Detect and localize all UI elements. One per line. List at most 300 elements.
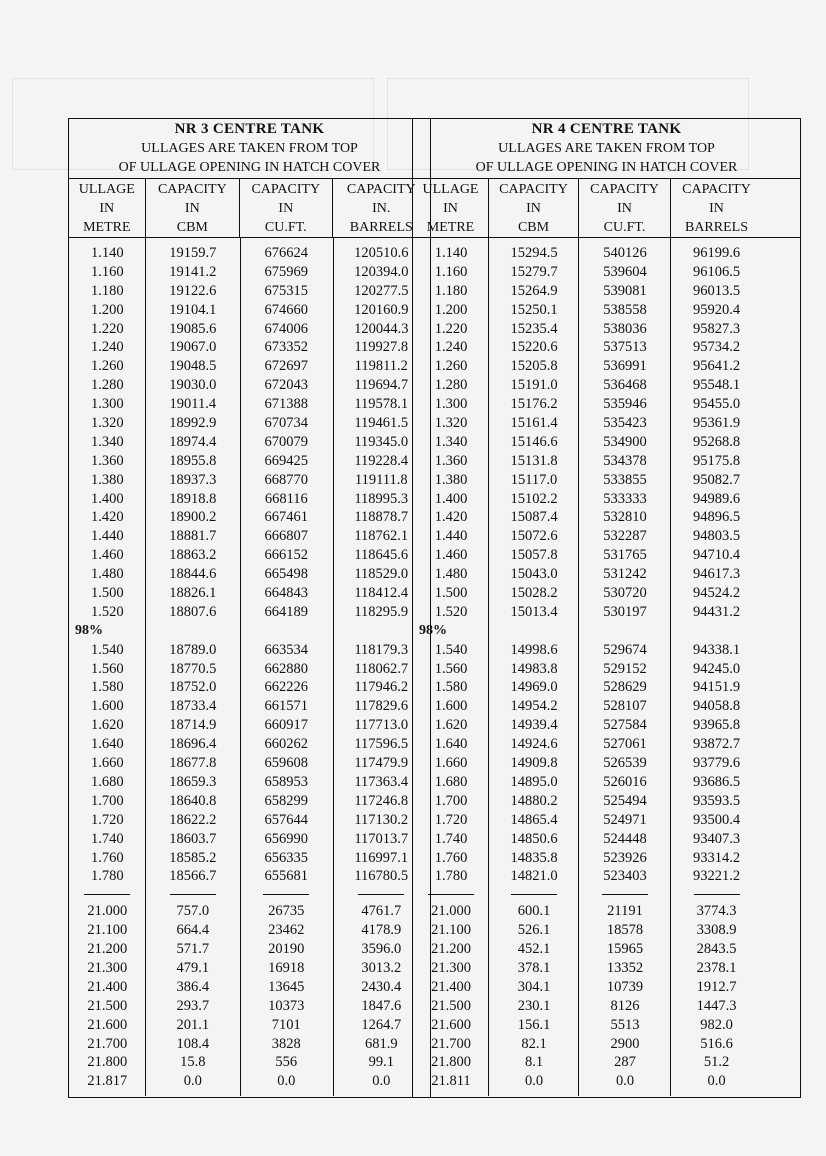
cell-ullage-metre: 1.140 [434,245,468,261]
table-row [69,997,430,1016]
table-row [69,849,430,868]
cell-capacity-barrels: 96199.6 [692,245,741,261]
table-rows [413,238,800,1091]
cell-capacity-cuft: 537513 [603,339,647,356]
cell-capacity-barrels: 117363.4 [354,773,409,790]
cell-capacity-cuft: 673352 [264,339,309,356]
cell-capacity-barrels: 99.1 [368,1054,394,1071]
cell-capacity-cbm: 18881.7 [169,528,217,545]
cell-capacity-cuft: 530197 [603,603,647,620]
cell-ullage-metre: 1.660 [90,755,124,772]
table-row [69,414,430,433]
cell-capacity-barrels: 93593.5 [692,792,741,809]
cell-ullage-metre: 21.817 [87,1073,128,1090]
table-row [69,357,430,376]
cell-capacity-cbm: 15191.0 [510,377,558,394]
table-row [413,811,800,830]
column-divider [145,238,146,1096]
cell-capacity-cbm: 14924.6 [510,736,558,753]
cell-capacity-barrels: 94058.8 [692,698,741,715]
cell-capacity-cuft: 527584 [603,717,647,734]
fill-percent-marker: 98% [419,622,447,638]
cell-capacity-cuft: 539604 [603,263,647,280]
cell-ullage-metre: 1.580 [90,679,124,696]
cell-capacity-cuft: 660917 [264,717,309,734]
cell-capacity-cbm: 82.1 [521,1035,547,1052]
cell-capacity-barrels: 94896.5 [692,509,741,526]
cell-capacity-cbm: 15117.0 [510,471,558,488]
cell-ullage-metre: 21.600 [87,1016,128,1033]
cell-ullage-metre: 1.720 [434,811,468,828]
cell-capacity-cuft: 20190 [268,941,305,958]
cell-capacity-cuft: 13352 [606,959,644,976]
table-row [69,376,430,395]
cell-capacity-barrels: 94338.1 [692,641,741,658]
cell-capacity-cuft: 675969 [264,263,309,280]
cell-capacity-cbm: 0.0 [524,1073,544,1090]
cell-capacity-cbm: 19122.6 [169,282,217,299]
cell-capacity-barrels: 681.9 [364,1035,398,1052]
cell-ullage-metre: 1.340 [434,433,468,450]
nr4-centre-tank-table [412,118,801,1098]
cell-capacity-barrels: 93965.8 [692,717,741,734]
table-row [413,527,800,546]
cell-capacity-barrels: 95082.7 [692,471,741,488]
cell-capacity-barrels: 94245.0 [692,660,741,677]
cell-ullage-metre: 21.000 [87,903,128,920]
cell-capacity-cuft: 15965 [606,941,644,958]
cell-ullage-metre: 21.500 [87,997,128,1014]
cell-ullage-metre: 1.240 [90,339,124,356]
cell-ullage-metre: 1.360 [90,452,124,469]
cell-capacity-cuft: 667461 [264,509,309,526]
table-row [413,641,800,660]
cell-capacity-cbm: 18789.0 [169,641,217,658]
column-divider [333,238,334,1096]
cell-ullage-metre: 1.260 [434,358,468,375]
cell-capacity-cbm: 18752.0 [169,679,217,696]
table-row [413,940,800,959]
cell-capacity-cbm: 293.7 [176,997,210,1014]
table-row [69,735,430,754]
table-row [69,754,430,773]
cell-ullage-metre: 1.380 [434,471,468,488]
cell-ullage-metre: 1.220 [90,320,124,337]
cell-capacity-cbm: 15205.8 [510,358,558,375]
cell-ullage-metre: 1.640 [90,736,124,753]
table-row [413,735,800,754]
cell-capacity-cbm: 18900.2 [169,509,217,526]
cell-ullage-metre: 1.680 [434,773,468,790]
cell-ullage-metre: 1.440 [90,528,124,545]
table-row [69,584,430,603]
header-line: CU.FT. [603,220,646,235]
cell-capacity-cbm: 15072.6 [510,528,558,545]
cell-capacity-cuft: 674006 [264,320,309,337]
cell-capacity-cbm: 18826.1 [169,585,217,602]
cell-capacity-cbm: 15294.5 [510,245,558,261]
cell-capacity-cbm: 18603.7 [169,830,217,847]
cell-capacity-cuft: 676624 [264,245,309,261]
cell-capacity-cuft: 668116 [264,490,308,507]
cell-capacity-cuft: 666807 [264,528,309,545]
cell-capacity-cuft: 0.0 [277,1073,296,1090]
cell-ullage-metre: 1.200 [434,301,468,318]
table-row [69,830,430,849]
cell-capacity-cbm: 14835.8 [510,849,558,866]
cell-capacity-barrels: 3596.0 [361,941,402,958]
cell-ullage-metre: 21.600 [431,1016,471,1033]
cell-capacity-cbm: 15013.4 [510,603,558,620]
table-row [413,414,800,433]
table-row [413,301,800,320]
cell-capacity-cbm: 15220.6 [510,339,558,356]
table-row [69,527,430,546]
cell-capacity-cbm: 15264.9 [510,282,558,299]
table-row [69,244,430,263]
table-row [413,1016,800,1035]
cell-capacity-cuft: 672697 [264,358,309,375]
table-row [413,584,800,603]
cell-capacity-barrels: 4761.7 [361,903,402,920]
table-row [69,338,430,357]
table-row [69,716,430,735]
cell-capacity-cbm: 14909.8 [510,755,558,772]
header-line: CAPACITY [251,182,321,197]
cell-capacity-cbm: 19067.0 [169,339,217,356]
cell-ullage-metre: 1.260 [90,358,124,375]
cell-capacity-barrels: 120277.5 [354,282,409,299]
table-row [69,867,430,886]
cell-capacity-cbm: 108.4 [176,1035,210,1052]
cell-capacity-cbm: 15250.1 [510,301,558,318]
cell-capacity-barrels: 3308.9 [696,922,737,939]
header-line: IN [526,201,541,216]
cell-capacity-barrels: 93500.4 [692,811,741,828]
cell-capacity-cuft: 668770 [264,471,309,488]
cell-capacity-cuft: 524448 [603,830,647,847]
table-body [413,237,800,1096]
cell-capacity-cbm: 15102.2 [510,490,558,507]
cell-capacity-barrels: 95268.8 [692,433,741,450]
cell-ullage-metre: 1.740 [90,830,124,847]
cell-ullage-metre: 1.460 [90,547,124,564]
cell-ullage-metre: 21.700 [431,1035,471,1052]
cell-capacity-barrels: 117130.2 [354,811,409,828]
cell-capacity-cuft: 670079 [264,433,309,450]
table-row [69,471,430,490]
cell-capacity-cuft: 658953 [264,773,309,790]
cell-capacity-barrels: 2378.1 [696,959,737,976]
cell-ullage-metre: 21.700 [87,1035,128,1052]
cell-capacity-barrels: 982.0 [700,1016,733,1033]
cell-capacity-cuft: 657644 [264,811,309,828]
cell-capacity-barrels: 94989.6 [692,490,741,507]
cell-capacity-cbm: 18992.9 [169,415,217,432]
header-line: IN [184,201,200,216]
cell-ullage-metre: 1.200 [90,301,124,318]
cell-capacity-cuft: 526016 [603,773,647,790]
cell-capacity-cuft: 18578 [606,922,644,939]
cell-capacity-barrels: 2843.5 [696,941,737,958]
cell-ullage-metre: 21.200 [87,941,128,958]
table-row [413,546,800,565]
table-body [69,237,430,1096]
table-row [69,921,430,940]
table-title: NR 4 CENTRE TANK [531,121,682,137]
cell-capacity-barrels: 94431.2 [692,603,741,620]
column-divider [488,238,489,1096]
table-row [413,490,800,509]
table-row [413,660,800,679]
cell-ullage-metre: 1.460 [434,547,468,564]
table-row [69,1072,430,1091]
cell-capacity-cuft: 2900 [610,1035,640,1052]
cell-capacity-cbm: 664.4 [176,922,210,939]
cell-capacity-barrels: 119345.0 [354,433,409,450]
cell-capacity-cuft: 26735 [268,903,305,920]
cell-capacity-cuft: 10373 [268,997,305,1014]
table-row [413,716,800,735]
cell-capacity-cbm: 15235.4 [510,320,558,337]
header-line: IN [709,201,724,216]
cell-ullage-metre: 21.400 [87,978,128,995]
cell-ullage-metre: 1.400 [434,490,468,507]
cell-capacity-cbm: 14939.4 [510,717,558,734]
header-line: CAPACITY [499,182,568,197]
table-row [69,660,430,679]
cell-capacity-barrels: 1912.7 [696,978,737,995]
cell-capacity-cuft: 530720 [603,585,647,602]
cell-capacity-cbm: 15146.6 [510,433,558,450]
table-row [413,754,800,773]
cell-capacity-cuft: 535946 [603,396,647,413]
cell-capacity-barrels: 120510.6 [354,245,409,261]
column-header-row [413,178,800,237]
cell-capacity-barrels: 116780.5 [354,868,409,885]
table-row [413,1035,800,1054]
column-header-row [69,178,430,237]
cell-ullage-metre: 1.760 [90,849,124,866]
cell-capacity-cbm: 15176.2 [510,396,558,413]
table-row [413,678,800,697]
cell-capacity-barrels: 93686.5 [692,773,741,790]
cell-ullage-metre: 1.680 [90,773,124,790]
table-row [69,902,430,921]
cell-capacity-cuft: 8126 [610,997,640,1014]
section-separator [69,886,430,902]
table-row [413,565,800,584]
cell-capacity-barrels: 51.2 [703,1054,730,1071]
cell-capacity-cbm: 18955.8 [169,452,217,469]
cell-capacity-cuft: 659608 [264,755,309,772]
cell-ullage-metre: 1.380 [90,471,124,488]
cell-capacity-cbm: 18640.8 [169,792,217,809]
header-line: CU.FT. [264,220,307,235]
cell-ullage-metre: 1.740 [434,830,468,847]
cell-capacity-barrels: 94524.2 [692,585,741,602]
cell-ullage-metre: 1.280 [434,377,468,394]
cell-capacity-cuft: 540126 [603,245,647,261]
cell-capacity-cbm: 526.1 [517,922,551,939]
header-line: CAPACITY [590,182,659,197]
cell-ullage-metre: 21.800 [431,1054,471,1071]
table-row [413,697,800,716]
cell-ullage-metre: 1.220 [434,320,468,337]
cell-ullage-metre: 1.500 [90,585,124,602]
cell-ullage-metre: 1.160 [90,263,124,280]
table-row [69,641,430,660]
cell-capacity-cuft: 665498 [264,566,309,583]
header-capacity-cuft [579,179,671,237]
table-row [69,1035,430,1054]
cell-capacity-cuft: 526539 [603,755,647,772]
header-line: IN [617,201,632,216]
header-line: IN [278,201,294,216]
cell-ullage-metre: 1.280 [90,377,124,394]
table-row [69,792,430,811]
cell-capacity-barrels: 4178.9 [361,922,402,939]
cell-capacity-barrels: 119111.8 [354,471,408,488]
cell-capacity-barrels: 1847.6 [361,997,402,1014]
column-divider [240,238,241,1096]
cell-capacity-cbm: 19159.7 [169,245,217,261]
table-row [413,357,800,376]
table-row [69,282,430,301]
header-line: CAPACITY [682,182,751,197]
cell-capacity-barrels: 120044.3 [354,320,409,337]
cell-ullage-metre: 21.400 [431,978,471,995]
section-separator [413,886,800,902]
cell-capacity-cuft: 664843 [264,585,309,602]
cell-ullage-metre: 1.620 [90,717,124,734]
cell-capacity-cuft: 531765 [603,547,647,564]
cell-ullage-metre: 1.360 [434,452,468,469]
cell-capacity-cbm: 15.8 [180,1054,206,1071]
cell-capacity-cuft: 661571 [264,698,309,715]
cell-capacity-cuft: 672043 [264,377,309,394]
cell-ullage-metre: 1.760 [434,849,468,866]
cell-ullage-metre: 1.140 [90,245,124,261]
cell-capacity-cuft: 671388 [264,396,309,413]
cell-capacity-barrels: 117713.0 [354,717,409,734]
cell-capacity-cuft: 663534 [264,641,309,658]
cell-capacity-barrels: 93407.3 [692,830,741,847]
cell-ullage-metre: 21.800 [87,1054,128,1071]
cell-capacity-cbm: 571.7 [176,941,210,958]
cell-ullage-metre: 1.660 [434,755,468,772]
cell-ullage-metre: 1.300 [90,396,124,413]
cell-capacity-barrels: 95920.4 [692,301,741,318]
header-line: IN [99,201,115,216]
cell-ullage-metre: 1.640 [434,736,468,753]
cell-capacity-barrels: 118529.0 [354,566,409,583]
table-row [69,697,430,716]
cell-ullage-metre: 1.560 [90,660,124,677]
cell-capacity-cuft: 658299 [264,792,309,809]
table-row [69,565,430,584]
table-title: NR 3 CENTRE TANK [174,121,325,137]
cell-ullage-metre: 1.420 [90,509,124,526]
table-row [413,867,800,886]
cell-capacity-cbm: 18677.8 [169,755,217,772]
cell-capacity-barrels: 3013.2 [361,959,402,976]
cell-capacity-barrels: 93779.6 [692,755,741,772]
table-row [413,320,800,339]
cell-ullage-metre: 1.180 [434,282,468,299]
cell-capacity-barrels: 95734.2 [692,339,741,356]
table-row [413,452,800,471]
table-row [413,978,800,997]
cell-capacity-cbm: 15279.7 [510,263,558,280]
cell-capacity-cbm: 8.1 [524,1054,544,1071]
cell-capacity-cbm: 0.0 [183,1073,202,1090]
cell-capacity-cbm: 18733.4 [169,698,217,715]
table-row [69,433,430,452]
cell-ullage-metre: 1.440 [434,528,468,545]
cell-capacity-cbm: 14850.6 [510,830,558,847]
cell-capacity-barrels: 119228.4 [354,452,409,469]
cell-capacity-cbm: 757.0 [176,903,210,920]
cell-capacity-cuft: 523403 [603,868,647,885]
cell-capacity-cuft: 533855 [603,471,647,488]
cell-capacity-barrels: 120394.0 [354,263,409,280]
cell-capacity-cuft: 660262 [264,736,309,753]
table-row [413,603,800,622]
cell-ullage-metre: 21.300 [431,959,471,976]
cell-capacity-cuft: 16918 [268,959,305,976]
cell-capacity-barrels: 116997.1 [354,849,409,866]
cell-capacity-barrels: 93314.2 [692,849,741,866]
cell-capacity-barrels: 120160.9 [354,301,409,318]
cell-capacity-barrels: 117246.8 [354,792,409,809]
table-row [69,959,430,978]
cell-capacity-cuft: 10739 [606,978,644,995]
cell-capacity-cuft: 0.0 [615,1073,635,1090]
header-line: BARRELS [349,220,413,235]
cell-ullage-metre: 1.700 [90,792,124,809]
cell-capacity-barrels: 93872.7 [692,736,741,753]
table-row [413,902,800,921]
cell-capacity-barrels: 118645.6 [354,547,409,564]
cell-capacity-cbm: 18937.3 [169,471,217,488]
table-subtitle-line2: OF ULLAGE OPENING IN HATCH COVER [475,160,738,175]
cell-capacity-cuft: 535423 [603,415,647,432]
cell-capacity-barrels: 1447.3 [696,997,737,1014]
cell-capacity-cbm: 19141.2 [169,263,217,280]
table-rows [69,238,430,1091]
table-row [69,546,430,565]
cell-capacity-barrels: 118762.1 [354,528,409,545]
cell-capacity-cbm: 18844.6 [169,566,217,583]
cell-capacity-barrels: 117829.6 [354,698,409,715]
cell-capacity-cbm: 15161.4 [510,415,558,432]
cell-capacity-barrels: 96013.5 [692,282,741,299]
cell-capacity-barrels: 118179.3 [354,641,409,658]
cell-ullage-metre: 1.540 [90,641,124,658]
fill-percent-marker: 98% [75,622,103,638]
cell-capacity-barrels: 516.6 [700,1035,733,1052]
cell-capacity-barrels: 94617.3 [692,566,741,583]
cell-capacity-cuft: 666152 [264,547,309,564]
table-row [413,244,800,263]
cell-capacity-barrels: 95175.8 [692,452,741,469]
cell-capacity-cbm: 15131.8 [510,452,558,469]
cell-capacity-cuft: 523926 [603,849,647,866]
cell-capacity-cbm: 14880.2 [510,792,558,809]
cell-capacity-barrels: 0.0 [372,1073,391,1090]
cell-capacity-cbm: 18696.4 [169,736,217,753]
